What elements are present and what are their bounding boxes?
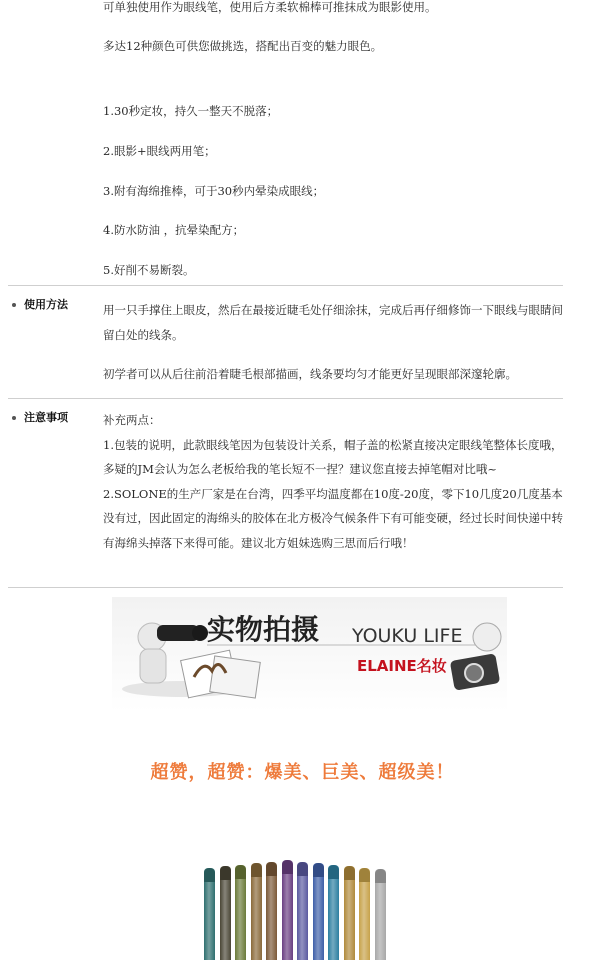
pencil-tip (204, 868, 215, 882)
pencil-tip (282, 860, 293, 874)
pencil (328, 865, 339, 960)
intro-line-1: 可单独使用作为眼线笔，使用后方柔软棉棒可推抹成为眼影使用。 (103, 0, 437, 14)
divider (8, 398, 563, 399)
pencil (375, 869, 386, 960)
usage-heading (12, 296, 68, 312)
pencil-tip (266, 862, 277, 876)
notes-intro: 补充两点： (103, 413, 161, 427)
notes-point-2: 2.SOLONE的生产厂家是在台湾，四季平均温度都在10度-20度，零下10几度20几度基本没有过，因此固定的海绵头的胶体在北方极冷气候条件下有可能变硬，经过长时间快递中转有海绵头掉落下来得可能。建议北方姐妹选购三思而后行哦！ (103, 486, 563, 550)
notes-body (103, 408, 565, 555)
usage-paragraph-1: 用一只手撑住上眼皮，然后在最接近睫毛处仔细涂抹，完成后再仔细修饰一下眼线与眼睛间留白处的线条。 (103, 303, 563, 342)
pencil (344, 866, 355, 960)
banner-title: 实物拍摄 (207, 613, 320, 646)
pencil-tip (251, 863, 262, 877)
pencil (297, 862, 308, 960)
feature-item: 5.好削不易断裂。 (103, 263, 195, 277)
feature-item: 2.眼影+眼线两用笔； (103, 144, 216, 158)
divider (8, 285, 563, 286)
pencil-tip (359, 868, 370, 882)
slogan: 超赞，超赞：爆美、巨美、超级美！ (150, 762, 455, 783)
pencil-tip (375, 869, 386, 883)
notes-heading (12, 409, 68, 425)
banner-brand: YOUKU LIFE (352, 625, 463, 647)
pencil-tip (344, 866, 355, 880)
usage-paragraph-2: 初学者可以从后往前沿着睫毛根部描画，线条要均匀才能更好呈现眼部深邃轮廓。 (103, 367, 517, 381)
pencil-tip (235, 865, 246, 879)
banner-name: ELAINE名妆 (357, 657, 447, 675)
usage-title: 使用方法 (24, 298, 68, 311)
pencil (282, 860, 293, 960)
eyeliner-pencils-photo (204, 852, 394, 960)
feature-item: 4.防水防油 ，抗晕染配方； (103, 223, 245, 237)
bullet-icon (12, 416, 16, 420)
pencil-tip (313, 863, 324, 877)
pencil (204, 868, 215, 960)
intro-line-2: 多达12种颜色可供您做挑选，搭配出百变的魅力眼色。 (103, 39, 383, 53)
banner-graphic (112, 597, 507, 712)
bullet-icon (12, 303, 16, 307)
pencil (359, 868, 370, 960)
pencil (313, 863, 324, 960)
notes-title: 注意事项 (24, 411, 68, 424)
photo-banner (112, 597, 507, 712)
notes-point-1: 1.包装的说明，此款眼线笔因为包装设计关系，帽子盖的松紧直接决定眼线笔整体长度哦，多疑的JM会认为怎么老板给我的笔长短不一捏？建议您直接去掉笔帽对比哦~ (103, 437, 563, 476)
divider (8, 587, 563, 588)
feature-item: 1.30秒定妆，持久一整天不脱落； (103, 104, 279, 118)
pencil-tip (297, 862, 308, 876)
pencil (251, 863, 262, 960)
usage-body (103, 298, 565, 387)
pencil (220, 866, 231, 960)
pencil (266, 862, 277, 960)
feature-item: 3.附有海绵推棒，可于30秒内晕染成眼线； (103, 184, 325, 198)
pencil-tip (328, 865, 339, 879)
pencil-tip (220, 866, 231, 880)
pencil (235, 865, 246, 960)
